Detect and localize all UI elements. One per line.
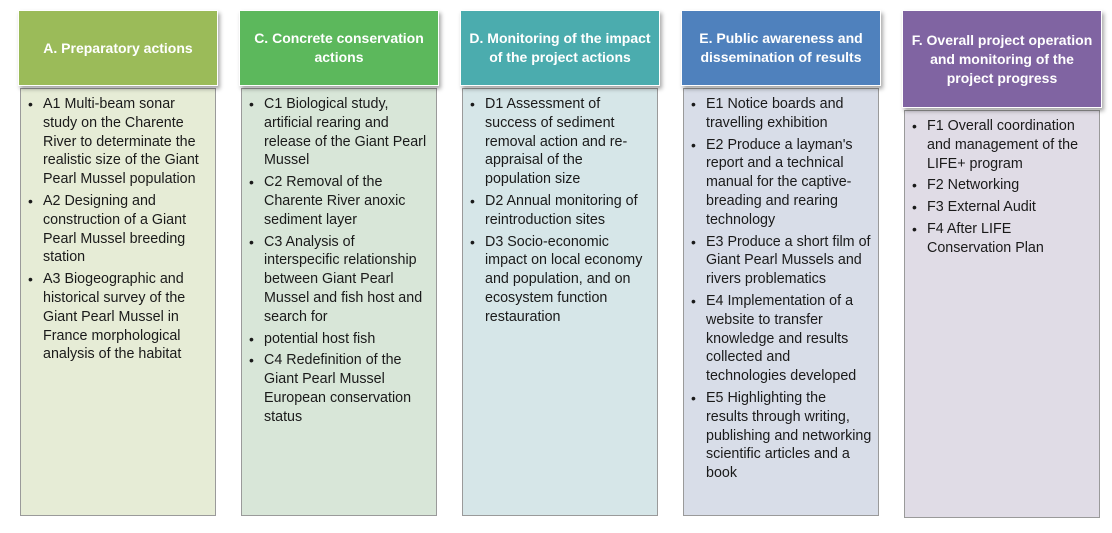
bullet-icon: • xyxy=(28,192,33,209)
action-list xyxy=(688,95,872,483)
bullet-icon: • xyxy=(249,233,254,250)
column-title: C. Concrete conservation actions xyxy=(254,30,424,65)
list-item xyxy=(688,136,872,230)
bullet-icon: • xyxy=(691,136,696,153)
column-preparatory-actions xyxy=(20,10,216,516)
bullet-icon: • xyxy=(691,96,696,112)
bullet-icon: • xyxy=(691,389,696,406)
item-text: D2 Annual monitoring of reintroduction sites xyxy=(485,192,638,228)
list-item xyxy=(688,233,872,289)
list-item xyxy=(246,173,430,229)
list-item xyxy=(25,270,209,364)
item-text: F4 After LIFE Conservation Plan xyxy=(927,220,1044,256)
item-text: D1 Assessment of success of sediment removal action and re-appraisal of the population size xyxy=(485,96,628,188)
item-text: D3 Socio-economic impact on local economy and population, and on ecosystem function restauration xyxy=(485,233,643,325)
item-text: E5 Highlighting the results through writing, publishing and networking scientific articles and a book xyxy=(706,389,872,482)
item-text: F3 External Audit xyxy=(927,199,1036,216)
bullet-icon: • xyxy=(249,330,254,347)
bullet-icon: • xyxy=(249,96,254,112)
bullet-icon: • xyxy=(912,118,917,134)
item-text: E4 Implementation of a website to transfer knowledge and results collected and technologies developed xyxy=(706,292,857,385)
item-text: E1 Notice boards and travelling exhibition xyxy=(706,96,844,131)
column-title: E. Public awareness and dissemination of results xyxy=(699,30,863,65)
list-item xyxy=(246,233,430,327)
item-text: C1 Biological study, artificial rearing and release of the Giant Pearl Mussel xyxy=(264,96,427,169)
list-item xyxy=(467,233,651,327)
bullet-icon: • xyxy=(470,233,475,250)
item-text: E3 Produce a short film of Giant Pearl Mussels and rivers problematics xyxy=(706,233,871,288)
list-item xyxy=(688,95,872,133)
bullet-icon: • xyxy=(912,199,917,216)
bullet-icon: • xyxy=(470,96,475,112)
list-item xyxy=(688,389,872,483)
list-item xyxy=(909,198,1093,217)
column-body xyxy=(20,88,216,516)
list-item xyxy=(25,192,209,267)
column-body xyxy=(683,88,879,516)
list-item xyxy=(467,192,651,230)
list-item xyxy=(909,117,1093,173)
column-title: D. Monitoring of the impact of the project actions xyxy=(469,30,651,65)
item-text: F1 Overall coordination and management of the LIFE+ program xyxy=(927,118,1079,172)
list-item xyxy=(467,95,651,189)
list-item xyxy=(909,220,1093,258)
item-text: A1 Multi-beam sonar study on the Charente River to determinate the realistic size of the Giant Pearl Mussel population xyxy=(43,96,199,188)
bullet-icon: • xyxy=(912,220,917,237)
column-body xyxy=(241,88,437,516)
column-public-awareness xyxy=(683,10,879,516)
item-text: A2 Designing and construction of a Giant Pearl Mussel breeding station xyxy=(43,192,187,266)
item-text: C4 Redefinition of the Giant Pearl Mussel European conservation status xyxy=(264,352,412,425)
list-item xyxy=(246,95,430,170)
list-item xyxy=(25,95,209,189)
column-header xyxy=(902,10,1102,108)
item-text: potential host fish xyxy=(264,330,376,347)
column-body xyxy=(462,88,658,516)
action-list xyxy=(25,95,209,364)
column-overall-project-operation xyxy=(904,10,1100,518)
column-header xyxy=(239,10,439,86)
bullet-icon: • xyxy=(28,96,33,112)
item-text: C2 Removal of the Charente River anoxic sediment layer xyxy=(264,174,406,228)
column-monitoring-impact xyxy=(462,10,658,516)
column-header xyxy=(460,10,660,86)
item-text: F2 Networking xyxy=(927,177,1020,194)
bullet-icon: • xyxy=(28,271,33,288)
list-item xyxy=(246,351,430,426)
bullet-icon: • xyxy=(470,192,475,209)
bullet-icon: • xyxy=(691,233,696,250)
bullet-icon: • xyxy=(249,174,254,191)
column-title: F. Overall project operation and monitoring of the project progress xyxy=(911,31,1093,86)
column-header xyxy=(681,10,881,86)
item-text: E2 Produce a layman's report and a technical manual for the captive-breading and rearing technology xyxy=(706,136,853,228)
column-title: A. Preparatory actions xyxy=(43,39,193,56)
list-item xyxy=(688,292,872,386)
action-list xyxy=(246,95,430,427)
column-concrete-conservation-actions xyxy=(241,10,437,516)
list-item xyxy=(246,330,430,349)
bullet-icon: • xyxy=(691,292,696,309)
item-text: C3 Analysis of interspecific relationship between Giant Pearl Mussel and fish host and search for xyxy=(264,233,423,325)
column-header xyxy=(18,10,218,86)
column-body xyxy=(904,110,1100,518)
action-list xyxy=(467,95,651,327)
list-item xyxy=(909,176,1093,195)
item-text: A3 Biogeographic and historical survey of the Giant Pearl Mussel in France morphological analysis of the habitat xyxy=(43,271,186,363)
bullet-icon: • xyxy=(912,177,917,194)
bullet-icon: • xyxy=(249,352,254,369)
action-list xyxy=(909,117,1093,258)
